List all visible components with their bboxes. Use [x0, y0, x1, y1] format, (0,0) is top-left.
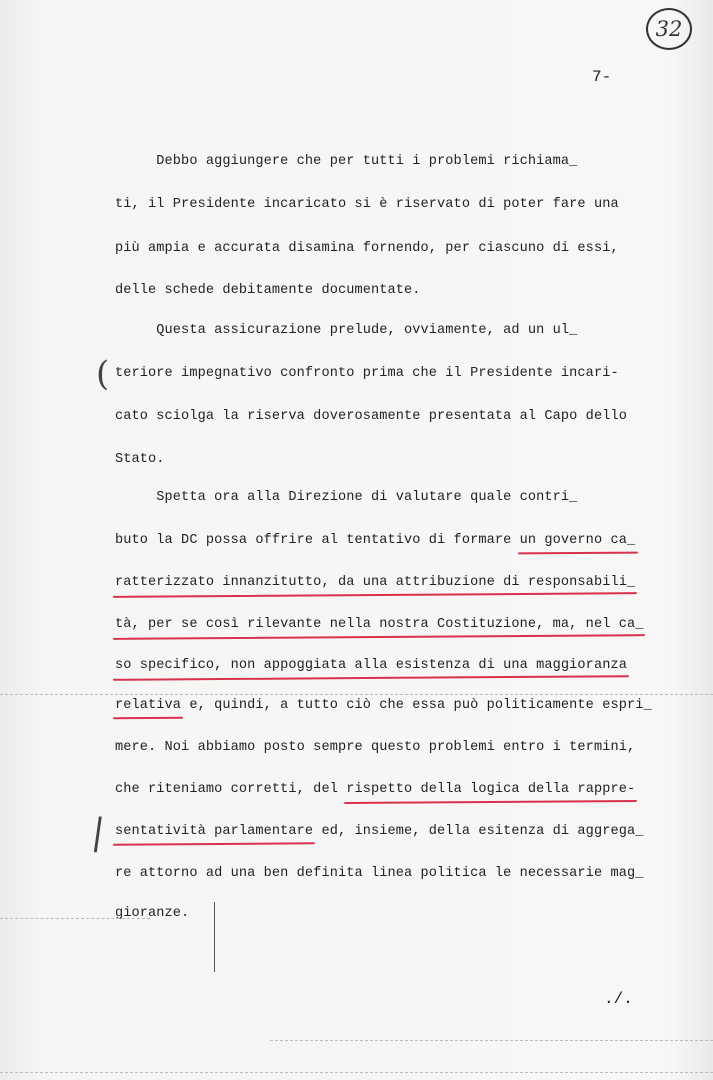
text-line: re attorno ad una ben definita linea politica le necessarie mag_ — [115, 866, 644, 881]
underlined-text: so specifico, non appoggiata alla esistenza di una maggioranza — [115, 658, 627, 673]
text-line: Debbo aggiungere che per tutti i problemi richiama_ — [115, 154, 578, 169]
underlined-text: tà, per se così rilevante nella nostra Costituzione, ma, nel ca_ — [115, 617, 644, 632]
text-line — [115, 533, 635, 548]
text-line: gioranze. — [115, 906, 190, 921]
line-text: ed, insieme, della esitenza di aggrega_ — [313, 824, 644, 839]
underlined-text: relativa — [115, 698, 182, 713]
margin-bracket-mark: ( — [96, 354, 110, 394]
text-line: cato sciolga la riserva doverosamente presentata al Capo dello — [115, 409, 627, 424]
stamp-number: 32 — [655, 17, 683, 41]
fold-line — [270, 1040, 713, 1041]
text-line — [115, 782, 635, 797]
text-line: Spetta ora alla Direzione di valutare quale contri_ — [115, 490, 578, 505]
continuation-mark: ./. — [604, 990, 633, 1008]
text-line: ti, il Presidente incaricato si è riservato di poter fare una — [115, 197, 619, 212]
text-line: teriore impegnativo confronto prima che il Presidente incari- — [115, 366, 619, 381]
margin-bracket-mark: | — [89, 811, 107, 854]
page-number: 7- — [592, 68, 612, 86]
text-line: Questa assicurazione prelude, ovviamente, ad un ul_ — [115, 323, 578, 338]
line-text: che riteniamo corretti, del — [115, 782, 347, 797]
text-line: mere. Noi abbiamo posto sempre questo problemi entro i termini, — [115, 740, 636, 755]
line-text: buto la DC possa offrire al tentativo di formare — [115, 533, 520, 548]
underlined-text: sentatività parlamentare — [115, 824, 314, 839]
fold-line — [0, 918, 150, 919]
text-line — [115, 617, 643, 632]
text-line: delle schede debitamente documentate. — [115, 283, 421, 298]
text-line — [115, 658, 627, 673]
text-line — [115, 575, 635, 590]
fold-line — [0, 694, 713, 695]
text-line — [115, 698, 652, 713]
text-line: più ampia e accurata disamina fornendo, per ciascuno di essi, — [115, 241, 619, 256]
underlined-text: rispetto della logica della rappre- — [346, 782, 636, 797]
text-line: Stato. — [115, 452, 165, 467]
underlined-text: ratterizzato innanzitutto, da una attribuzione di responsabili_ — [115, 575, 636, 590]
line-text: e, quindi, a tutto ciò che essa può politicamente espri_ — [181, 698, 652, 713]
pencil-mark — [214, 902, 215, 972]
fold-line — [0, 1072, 713, 1073]
underlined-text: un governo ca_ — [519, 533, 636, 548]
page-stamp — [646, 8, 692, 50]
text-line — [115, 824, 644, 839]
